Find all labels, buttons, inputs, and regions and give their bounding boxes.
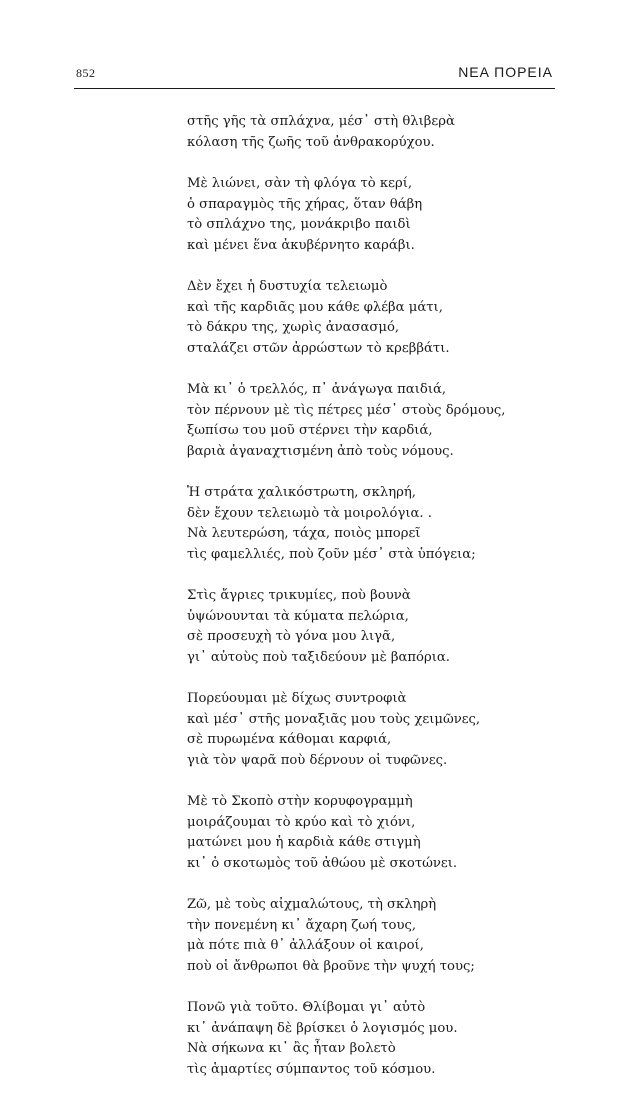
poem-line: ξωπίσω του μοῦ στέρνει τὴν καρδιά,	[187, 423, 433, 438]
poem-line: μὰ πότε πιὰ θ᾽ ἀλλάξουν οἱ καιροί,	[187, 938, 424, 953]
poem-line: κι᾽ ἀνάπαψη δὲ βρίσκει ὁ λογισμός μου.	[187, 1020, 458, 1036]
poem-line: γιὰ τὸν ψαρᾶ ποὺ δέρνουν οἱ τυφῶνες.	[187, 752, 448, 768]
poem-stanza	[187, 277, 587, 359]
poem-line: κι᾽ ὁ σκοτωμὸς τοῦ ἀθώου μὲ σκοτώνει.	[187, 855, 458, 871]
poem-body	[187, 112, 587, 1101]
poem-line: Μὲ τὸ Σκοπὸ στὴν κορυφογραμμὴ	[187, 794, 413, 809]
poem-line: τὸ σπλάχνο της, μονάκριβο παιδὶ	[187, 217, 411, 232]
poem-line: τὶς φαμελλιές, ποὺ ζοῦν μέσ᾽ στὰ ὑπόγεια;	[187, 546, 476, 562]
poem-stanza	[187, 792, 587, 874]
poem-line: ματώνει μου ἡ καρδιὰ κάθε στιγμὴ	[187, 835, 421, 850]
poem-stanza	[187, 112, 587, 153]
poem-line: Μὰ κι᾽ ὁ τρελλός, π᾽ ἀνάγωγα παιδιά,	[187, 382, 447, 397]
poem-line: Ζῶ, μὲ τοὺς αἰχμαλώτους, τὴ σκληρὴ	[187, 897, 437, 912]
poem-line: καὶ τῆς καρδιᾶς μου κάθε φλέβα μάτι,	[187, 299, 443, 315]
poem-line: σὲ πυρωμένα κάθομαι καρφιά,	[187, 732, 392, 747]
poem-line: δὲν ἔχουν τελειωμὸ τὰ μοιρολόγια. .	[187, 505, 432, 521]
poem-line: Νὰ σήκωνα κι᾽ ἂς ἦταν βολετὸ	[187, 1041, 396, 1056]
poem-line: Νὰ λευτερώση, τάχα, ποιὸς μπορεῖ	[187, 526, 421, 541]
poem-stanza	[187, 895, 587, 977]
poem-stanza	[187, 380, 587, 462]
poem-line: σταλάζει στῶν ἀρρώστων τὸ κρεββάτι.	[187, 340, 450, 356]
poem-line: βαριὰ ἀγαναχτισμένη ἀπὸ τοὺς νόμους.	[187, 443, 454, 459]
poem-line: τὴν πονεμένη κι᾽ ἄχαρη ζωή τους,	[187, 917, 417, 933]
poem-line: κόλαση τῆς ζωῆς τοῦ ἀνθρακορύχου.	[187, 134, 435, 150]
poem-line: ὑψώνουνται τὰ κύματα πελώρια,	[187, 608, 409, 624]
poem-line: καὶ μένει ἕνα ἀκυβέρνητο καράβι.	[187, 237, 415, 253]
poem-stanza	[187, 998, 587, 1080]
poem-line: Μὲ λιώνει, σὰν τὴ φλόγα τὸ κερί,	[187, 176, 413, 191]
poem-line: στῆς γῆς τὰ σπλάχνα, μέσ᾽ στὴ θλιβερὰ	[187, 114, 455, 129]
poem-line: σὲ προσευχὴ τὸ γόνα μου λιγᾶ,	[187, 629, 396, 644]
header-rule	[74, 88, 555, 89]
poem-line: ποὺ οἱ ἄνθρωποι θὰ βροῦνε τὴν ψυχή τους;	[187, 958, 475, 974]
poem-line: τὸν πέρνουν μὲ τὶς πέτρες μέσ᾽ στοὺς δρόμους,	[187, 402, 506, 418]
poem-stanza	[187, 689, 587, 771]
poem-line: τὸ δάκρυ της, χωρὶς ἀνασασμό,	[187, 320, 400, 335]
poem-line: Πορεύουμαι μὲ δίχως συντροφιὰ	[187, 691, 407, 706]
poem-stanza	[187, 586, 587, 668]
page-number: 852	[76, 66, 96, 80]
poem-line: γι᾽ αὐτοὺς ποὺ ταξιδεύουν μὲ βαπόρια.	[187, 649, 450, 665]
poem-line: μοιράζουμαι τὸ κρύο καὶ τὸ χιόνι,	[187, 814, 416, 830]
poem-stanza	[187, 483, 587, 565]
poem-line: Στὶς ἄγριες τρικυμίες, ποὺ βουνὰ	[187, 588, 411, 603]
poem-line: Δὲν ἔχει ἡ δυστυχία τελειωμὸ	[187, 279, 388, 294]
poem-stanza	[187, 174, 587, 256]
poem-line: ὁ σπαραγμὸς τῆς χήρας, ὅταν θάβη	[187, 196, 423, 212]
poem-line: Πονῶ γιὰ τοῦτο. Θλίβομαι γι᾽ αὐτὸ	[187, 1000, 426, 1015]
poem-line: καὶ μέσ᾽ στῆς μοναξιᾶς μου τοὺς χειμῶνες,	[187, 711, 481, 727]
poem-line: τὶς ἁμαρτίες σύμπαντος τοῦ κόσμου.	[187, 1061, 436, 1077]
poem-line: Ἡ στράτα χαλικόστρωτη, σκληρή,	[187, 485, 416, 500]
running-title: ΝΕΑ ΠΟΡΕΙΑ	[458, 64, 553, 80]
